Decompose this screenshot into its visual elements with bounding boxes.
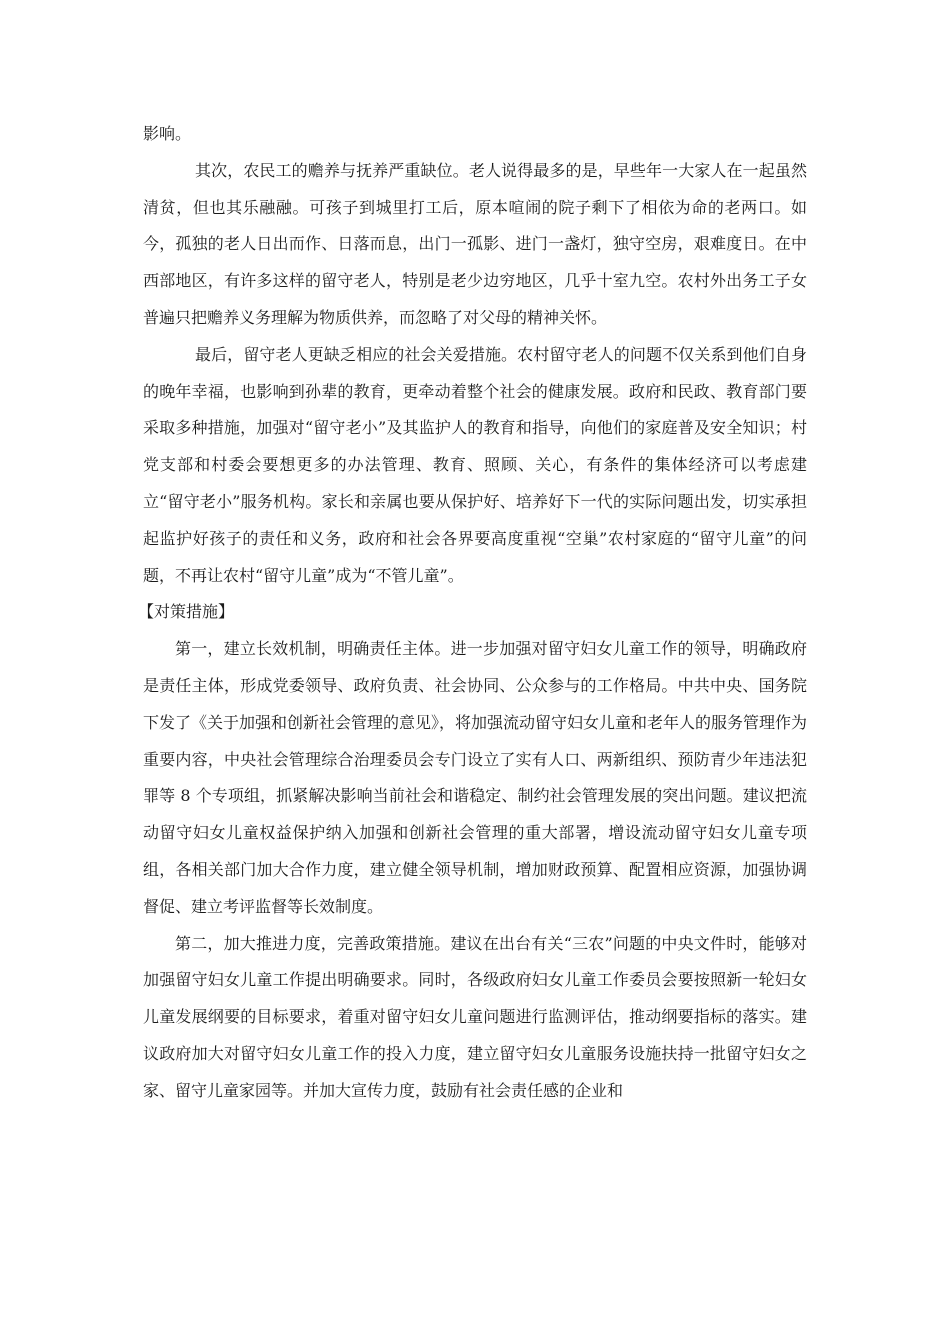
paragraph-continuation: 影响。 bbox=[143, 124, 192, 143]
section-heading-measures: 【对策措施】 bbox=[138, 602, 235, 622]
paragraph-support-gap: 其次，农民工的赡养与抚养严重缺位。老人说得最多的是，早些年一大家人在一起虽然清贫，但也其乐融融。可孩子到城里打工后，原本喧闹的院子剩下了相依为命的老两口。如今，孤独的老人日出而作、日落而息，出门一孤影、进门一盏灯，独守空房，艰难度日。在中西部地区，有许多这样的留守老人，特别是老少边穷地区，几乎十室九空。农村外出务工子女普遍只把赡养义务理解为物质供养，而忽略了对父母的精神关怀。 bbox=[143, 160, 807, 327]
document-body bbox=[138, 116, 808, 1110]
paragraph-social-care: 最后，留守老人更缺乏相应的社会关爱措施。农村留守老人的问题不仅关系到他们自身的晚年幸福，也影响到孙辈的教育，更牵动着整个社会的健康发展。政府和民政、教育部门要采取多种措施，加强对“留守老小”及其监护人的教育和指导，向他们的家庭普及安全知识；村党支部和村委会要想更多的办法管理、教育、照顾、关心，有条件的集体经济可以考虑建立“留守老小”服务机构。家长和亲属也要从保护好、培养好下一代的实际问题出发，切实承担起监护好孩子的责任和义务，政府和社会各界要高度重视“空巢”农村家庭的“留守儿童”的问题，不再让农村“留守儿童”成为“不管儿童”。 bbox=[143, 344, 807, 585]
paragraph-measure-one: 第一，建立长效机制，明确责任主体。进一步加强对留守妇女儿童工作的领导，明确政府是责任主体，形成党委领导、政府负责、社会协同、公众参与的工作格局。中共中央、国务院下发了《关于加强和创新社会管理的意见》，将加强流动留守妇女儿童和老年人的服务管理作为重要内容，中央社会管理综合治理委员会专门设立了实有人口、两新组织、预防青少年违法犯罪等 8 个专项组，抓紧解决影响当前社会和谐稳定、制约社会管理发展的突出问题。建议把流动留守妇女儿童权益保护纳入加强和创新社会管理的重大部署，增设流动留守妇女儿童专项组，各相关部门加大合作力度，建立健全领导机制，增加财政预算、配置相应资源，加强协调督促、建立考评监督等长效制度。 bbox=[143, 639, 808, 916]
paragraph-measure-two: 第二，加大推进力度，完善政策措施。建议在出台有关“三农”问题的中央文件时，能够对加强留守妇女儿童工作提出明确要求。同时，各级政府妇女儿童工作委员会要按照新一轮妇女儿童发展纲要的目标要求，着重对留守妇女儿童问题进行监测评估，推动纲要指标的落实。建议政府加大对留守妇女儿童工作的投入力度，建立留守妇女儿童服务设施扶持一批留守妇女之家、留守儿童家园等。并加大宣传力度，鼓励有社会责任感的企业和 bbox=[143, 933, 807, 1100]
